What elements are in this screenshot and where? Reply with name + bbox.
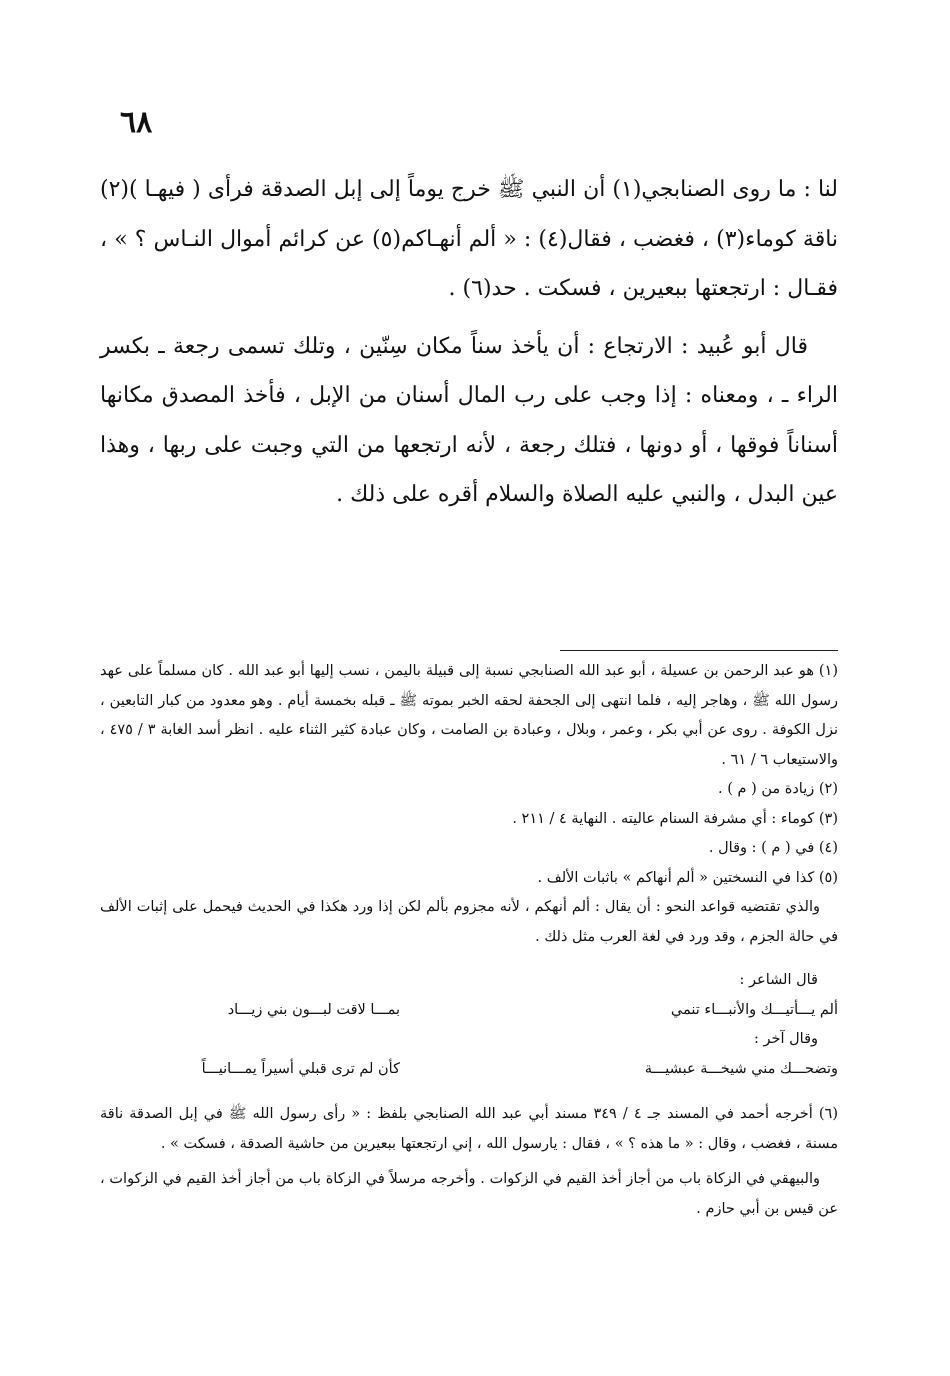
poet-label-1: قال الشاعر :	[739, 972, 818, 988]
main-paragraph-2: قال أبو عُبيد : الارتجاع : أن يأخذ سناً مكان سِنّين ، وتلك تسمى رجعة ـ بكسر الراء ـ ، ومعناه : إذا وجب على رب المال أسنان من الإبل ، فأخذ المصدق مكانها أسناناً فوقها ، أو دونها ، فتلك رجعة ، لأنه ارتجعها من التي وجبت على ربها ، وهذا عين البدل ، والنبي عليه الصلاة والسلام أقره على ذلك .	[100, 333, 838, 507]
verse-1-second-hemistich: بمـــا لاقت لبـــون بني زيـــاد	[227, 1001, 400, 1018]
footnote-4: (٤) في ( م ) : وقال .	[708, 840, 838, 856]
poetry-block	[100, 966, 838, 1084]
footnote-6: (٦) أخرجه أحمد في المسند جـ ٤ / ٣٤٩ مسند أبي عبد الله الصنابجي بلفظ : « رأى رسول الله ﷺ في إبل الصدقة ناقة مسنة ، فغضب ، وقال : « ما هذه ؟ » ، فقال : يارسول الله ، إني ارتجعتها ببعيرين من حاشية الصدقة ، فسكت » .	[100, 1106, 838, 1152]
page-number: ٦٨	[120, 105, 153, 140]
footnote-6-note: والبيهقي في الزكاة باب من أجاز أخذ القيم في الزكوات . وأخرجه مرسلاً في الزكاة باب من أجاز أخذ القيم في الزكوات ، عن قيس بن أبي حازم .	[100, 1171, 838, 1217]
footnote-2: (٢) زيادة من ( م ) .	[718, 781, 838, 797]
verse-line-2	[100, 1055, 838, 1085]
verse-1-first-hemistich: ألم يـــأتيـــك والأنبـــاء تنمي	[670, 1001, 838, 1018]
footnote-3: (٣) كوماء : أي مشرفة السنام عاليته . النهاية ٤ / ٢١١ .	[512, 810, 838, 827]
footnote-1: (١) هو عبد الرحمن بن عسيلة ، أبو عبد الله الصنابجي نسبة إلى قبيلة باليمن ، نسب إليها أبو عبد الله . كان مسلماً على عهد رسول الله ﷺ ، وهاجر إليه ، فلما انتهى إلى الجحفة لحقه الخبر بموته ﷺ ـ قبله بخمسة أيام . وهو معدود من كبار التابعين ، نزل الكوفة . روى عن أبي بكر ، وعمر ، وبلال ، وعبادة بن الصامت ، وكان عبادة كثير الثناء عليه . انظر أسد الغابة ٣ / ٤٧٥ ، والاستيعاب ٦ / ٦١ .	[100, 663, 838, 768]
verse-2-second-hemistich: كأن لم ترى قبلي أسيراً يمـــانيـــاً	[201, 1060, 400, 1077]
main-text	[100, 165, 838, 520]
footnote-5: (٥) كذا في النسختين « ألم أنهاكم » باثبات الألف .	[537, 869, 838, 886]
main-paragraph-1: لنا : ما روى الصنابجي(١) أن النبي ﷺ خرج يوماً إلى إبل الصدقة فرأى ( فيهـا )(٢) ناقة كوماء(٣) ، فغضب ، فقال(٤) : « ألم أنهـاكم(٥) عن كرائم أموال النـاس ؟ » ، فقـال : ارتجعتها ببعيرين ، فسكت . حد(٦) .	[100, 177, 839, 301]
footnote-separator	[560, 650, 838, 651]
verse-2-first-hemistich: وتضحـــك مني شيخـــة عبشيـــة	[644, 1060, 838, 1077]
footnote-5-note: والذي تقتضيه قواعد النحو : أن يقال : ألم أنهكم ، لأنه مجزوم بألم لكن إذا ورد هكذا في الحديث فيحمل على إثبات الألف في حالة الجزم ، وقد ورد في لغة العرب مثل ذلك .	[100, 899, 838, 945]
footnotes-block-2	[100, 1100, 838, 1224]
footnotes-block-1	[100, 657, 838, 952]
poet-label-2: وقال آخر :	[754, 1031, 818, 1047]
verse-line-1	[100, 996, 838, 1026]
